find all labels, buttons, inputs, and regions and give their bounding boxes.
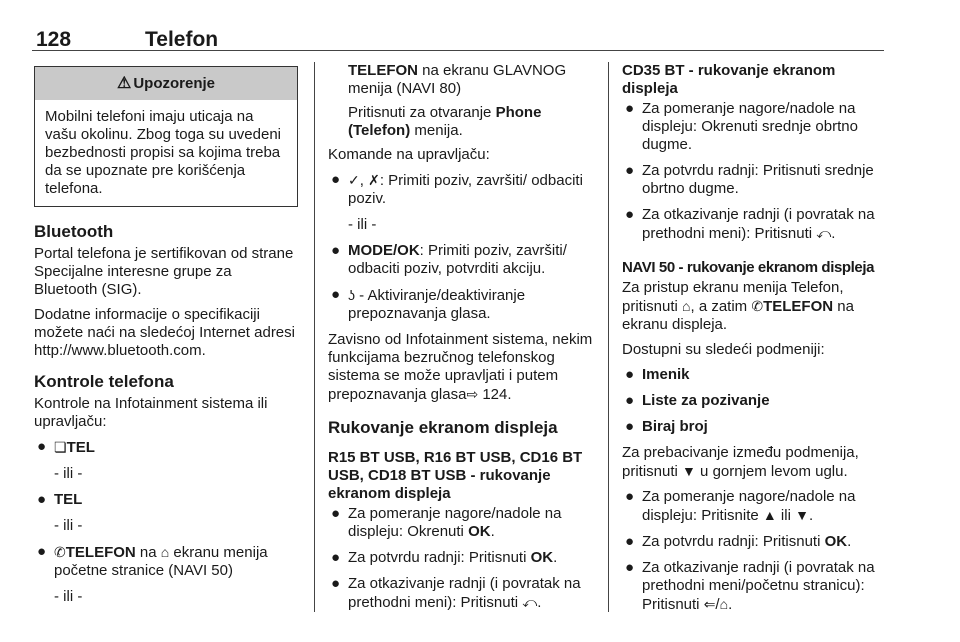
paragraph: Dodatne informacije o specifikaciji možete naći na sledećoj Internet adresi http://www.bluetooth.com. bbox=[34, 306, 295, 359]
list-item: ● Za pomeranje nagore/nadole na displeju: Pritisnite ▲ ili ▼. bbox=[625, 488, 856, 524]
heading-bluetooth: Bluetooth bbox=[34, 222, 114, 241]
column-2 bbox=[328, 62, 594, 620]
list-item: ● Za otkazivanje radnji (i povratak na prethodni meni): Pritisnuti ⤺. bbox=[625, 206, 875, 242]
list-item: ● ʖ - Aktiviranje/deaktiviranje prepoznavanja glasa. bbox=[331, 286, 526, 322]
list-item: ● TEL bbox=[37, 491, 83, 508]
phone-button-icon: ❏ bbox=[54, 439, 67, 455]
list-item: ● Liste za pozivanje bbox=[625, 392, 770, 409]
or-text: - ili - bbox=[54, 465, 83, 482]
list-item: ● Za potvrdu radnji: Pritisnuti OK. bbox=[625, 533, 852, 550]
list-item: ● Za pomeranje nagore/nadole na displeju: Okrenuti srednje obrtno dugme. bbox=[625, 100, 858, 153]
back-icon: ⤺ bbox=[816, 225, 832, 241]
list-item: ● Za pomeranje nagore/nadole na displeju: Okrenuti OK. bbox=[331, 505, 562, 540]
paragraph: Komande na upravljaču: bbox=[328, 146, 490, 163]
warning-icon: ⚠ bbox=[116, 75, 132, 92]
list-item: ● Imenik bbox=[625, 366, 690, 383]
page-reference-icon: ⇨ bbox=[466, 386, 479, 402]
heading-r15: R15 BT USB, R16 BT USB, CD16 BT USB, CD18 BT USB - rukovanje ekranom displeja bbox=[328, 449, 583, 502]
paragraph: Pritisnuti za otvaranje Phone (Telefon) menija. bbox=[348, 104, 542, 139]
or-text: - ili - bbox=[54, 588, 83, 605]
home-icon: ⌂ bbox=[160, 544, 170, 560]
voice-recognition-icon: ʖ bbox=[348, 287, 355, 303]
down-arrow-icon: ▼ bbox=[682, 463, 696, 479]
paragraph: Zavisno od Infotainment sistema, nekim funkcijama bezručnog telefonskog sistema se može upravljati i putem prepoznavanja glasa⇨ 124. bbox=[328, 331, 593, 403]
warning-header bbox=[35, 67, 297, 100]
column-3 bbox=[622, 62, 886, 622]
column-divider bbox=[314, 62, 315, 612]
chapter-title: Telefon bbox=[145, 28, 219, 51]
paragraph: Dostupni su sledeći podmeniji: bbox=[622, 341, 825, 358]
paragraph: Kontrole na Infotainment sistema ili upravljaču: bbox=[34, 395, 268, 430]
paragraph: Za pristup ekranu menija Telefon, pritisnuti ⌂, a zatim ✆TELEFON na ekranu displeja. bbox=[622, 279, 854, 333]
answer-call-icon: ✓ bbox=[348, 172, 360, 188]
back-arrow-icon: ⇐ bbox=[703, 596, 716, 612]
paragraph: Portal telefona je sertifikovan od strane Specijalne interesne grupe za Bluetooth (SIG). bbox=[34, 245, 294, 298]
list-item: ● Za potvrdu radnji: Pritisnuti OK. bbox=[331, 549, 558, 566]
list-item: ● Za potvrdu radnji: Pritisnuti srednje obrtno dugme. bbox=[625, 162, 874, 197]
list-item: ● Za otkazivanje radnji (i povratak na prethodni meni): Pritisnuti ⤺. bbox=[331, 575, 581, 611]
list-item: ● ✓, ✗: Primiti poziv, završiti/ odbaciti poziv. bbox=[331, 171, 583, 207]
paragraph: Za prebacivanje između podmenija, pritisnuti ▼ u gornjem levom uglu. bbox=[622, 444, 859, 480]
up-arrow-icon: ▲ bbox=[762, 507, 777, 523]
or-text: - ili - bbox=[54, 517, 83, 534]
page-number: 128 bbox=[36, 28, 72, 51]
list-item: ● MODE/OK: Primiti poziv, završiti/ odbaciti poziv, potvrditi akciju. bbox=[331, 242, 567, 277]
list-item: ● ❏TEL bbox=[37, 438, 95, 456]
phone-icon: ✆ bbox=[751, 298, 764, 314]
back-icon: ⤺ bbox=[522, 594, 538, 610]
page-header bbox=[32, 22, 884, 50]
warning-text: Mobilni telefoni imaju uticaja na vašu okolinu. Zbog toga su uvedeni bezbednosti propisi sa kojima treba da se upoznate pre korišćenja telefona. bbox=[45, 108, 281, 197]
heading-cd35: CD35 BT - rukovanje ekranom displeja bbox=[622, 62, 836, 97]
end-call-icon: ✗ bbox=[368, 172, 380, 188]
warning-title: Upozorenje bbox=[133, 75, 216, 92]
column-1 bbox=[34, 62, 298, 614]
column-divider bbox=[608, 62, 609, 612]
heading-kontrole: Kontrole telefona bbox=[34, 372, 174, 391]
home-icon: ⌂ bbox=[719, 596, 729, 612]
list-item: ● ✆TELEFON na ⌂ ekranu menija početne stranice (NAVI 50) bbox=[37, 543, 268, 579]
phone-icon: ✆ bbox=[54, 544, 66, 560]
down-arrow-icon: ▼ bbox=[795, 507, 809, 523]
home-icon: ⌂ bbox=[682, 298, 691, 314]
list-item: ● Biraj broj bbox=[625, 418, 708, 435]
or-text: - ili - bbox=[348, 216, 377, 233]
paragraph: TELEFON na ekranu GLAVNOG menija (NAVI 80) bbox=[348, 62, 567, 97]
warning-box bbox=[34, 66, 298, 207]
list-item: ● Za otkazivanje radnji (i povratak na prethodni meni/početnu stranicu): Pritisnuti ⇐/⌂. bbox=[625, 559, 875, 613]
header-rule bbox=[32, 50, 884, 51]
heading-rukovanje: Rukovanje ekranom displeja bbox=[328, 418, 558, 437]
heading-navi50: NAVI 50 - rukovanje ekranom displeja bbox=[622, 259, 875, 276]
